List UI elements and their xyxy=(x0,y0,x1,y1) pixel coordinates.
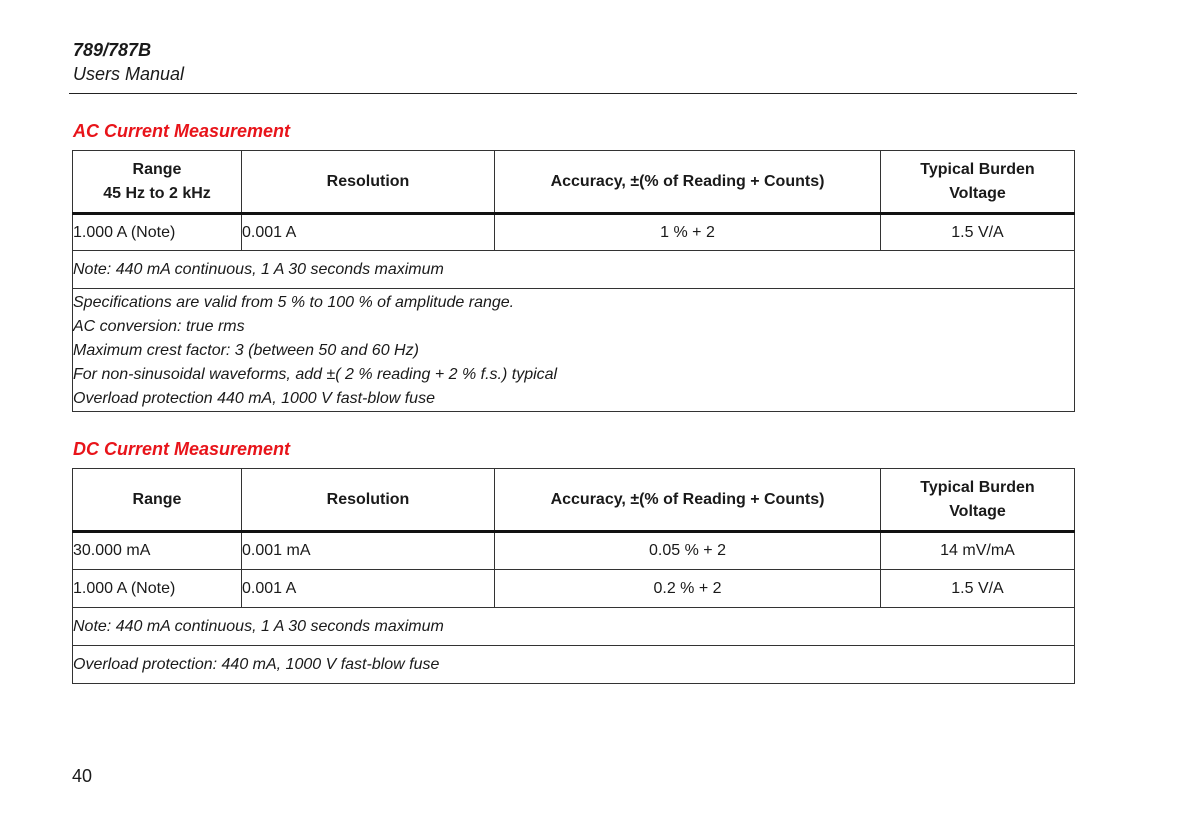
ac-col-burden-line2: Voltage xyxy=(949,184,1006,202)
ac-spec-line: Overload protection 440 mA, 1000 V fast-blow fuse xyxy=(73,390,435,407)
ac-current-table xyxy=(72,150,1075,412)
dc-col-accuracy: Accuracy, ±(% of Reading + Counts) xyxy=(495,469,881,532)
dc-burden-cell: 1.5 V/A xyxy=(881,570,1075,608)
ac-accuracy-cell: 1 % + 2 xyxy=(495,214,881,251)
dc-col-burden-line1: Typical Burden xyxy=(920,478,1035,496)
dc-accuracy-cell: 0.2 % + 2 xyxy=(495,570,881,608)
dc-col-burden-line2: Voltage xyxy=(949,502,1006,520)
ac-spec-line: AC conversion: true rms xyxy=(73,318,245,335)
dc-col-burden xyxy=(881,469,1075,532)
ac-col-range xyxy=(73,151,242,214)
dc-overload-note: Overload protection: 440 mA, 1000 V fast-blow fuse xyxy=(73,646,1075,684)
dc-accuracy-cell: 0.05 % + 2 xyxy=(495,532,881,570)
dc-range-cell: 1.000 A (Note) xyxy=(73,570,242,608)
ac-col-burden-line1: Typical Burden xyxy=(920,160,1035,178)
ac-col-range-line1: Range xyxy=(132,160,182,178)
ac-resolution-cell: 0.001 A xyxy=(242,214,495,251)
ac-section-title: AC Current Measurement xyxy=(73,121,291,141)
page-number: 40 xyxy=(72,766,93,786)
dc-resolution-cell: 0.001 A xyxy=(242,570,495,608)
ac-spec-line: Maximum crest factor: 3 (between 50 and 60 Hz) xyxy=(73,342,419,359)
dc-col-resolution: Resolution xyxy=(242,469,495,532)
ac-spec-line: For non-sinusoidal waveforms, add ±( 2 % reading + 2 % f.s.) typical xyxy=(73,366,558,383)
model-name: 789/787B xyxy=(73,40,152,60)
table-row xyxy=(73,214,1075,251)
page-header xyxy=(73,38,184,86)
ac-burden-cell: 1.5 V/A xyxy=(881,214,1075,251)
dc-resolution-cell: 0.001 mA xyxy=(242,532,495,570)
ac-spec-notes xyxy=(73,289,1075,412)
table-row xyxy=(73,570,1075,608)
header-rule xyxy=(69,93,1077,94)
dc-col-range: Range xyxy=(73,469,242,532)
table-row xyxy=(73,532,1075,570)
ac-note: Note: 440 mA continuous, 1 A 30 seconds maximum xyxy=(73,251,1075,289)
dc-range-cell: 30.000 mA xyxy=(73,532,242,570)
dc-note: Note: 440 mA continuous, 1 A 30 seconds maximum xyxy=(73,608,1075,646)
manual-subtitle: Users Manual xyxy=(73,64,185,84)
ac-col-resolution: Resolution xyxy=(242,151,495,214)
ac-col-accuracy: Accuracy, ±(% of Reading + Counts) xyxy=(495,151,881,214)
dc-section-title: DC Current Measurement xyxy=(73,439,291,459)
ac-spec-line: Specifications are valid from 5 % to 100 % of amplitude range. xyxy=(73,294,515,311)
dc-burden-cell: 14 mV/mA xyxy=(881,532,1075,570)
ac-col-range-line2: 45 Hz to 2 kHz xyxy=(103,184,211,202)
ac-col-burden xyxy=(881,151,1075,214)
ac-range-cell: 1.000 A (Note) xyxy=(73,214,242,251)
dc-current-table xyxy=(72,468,1075,684)
